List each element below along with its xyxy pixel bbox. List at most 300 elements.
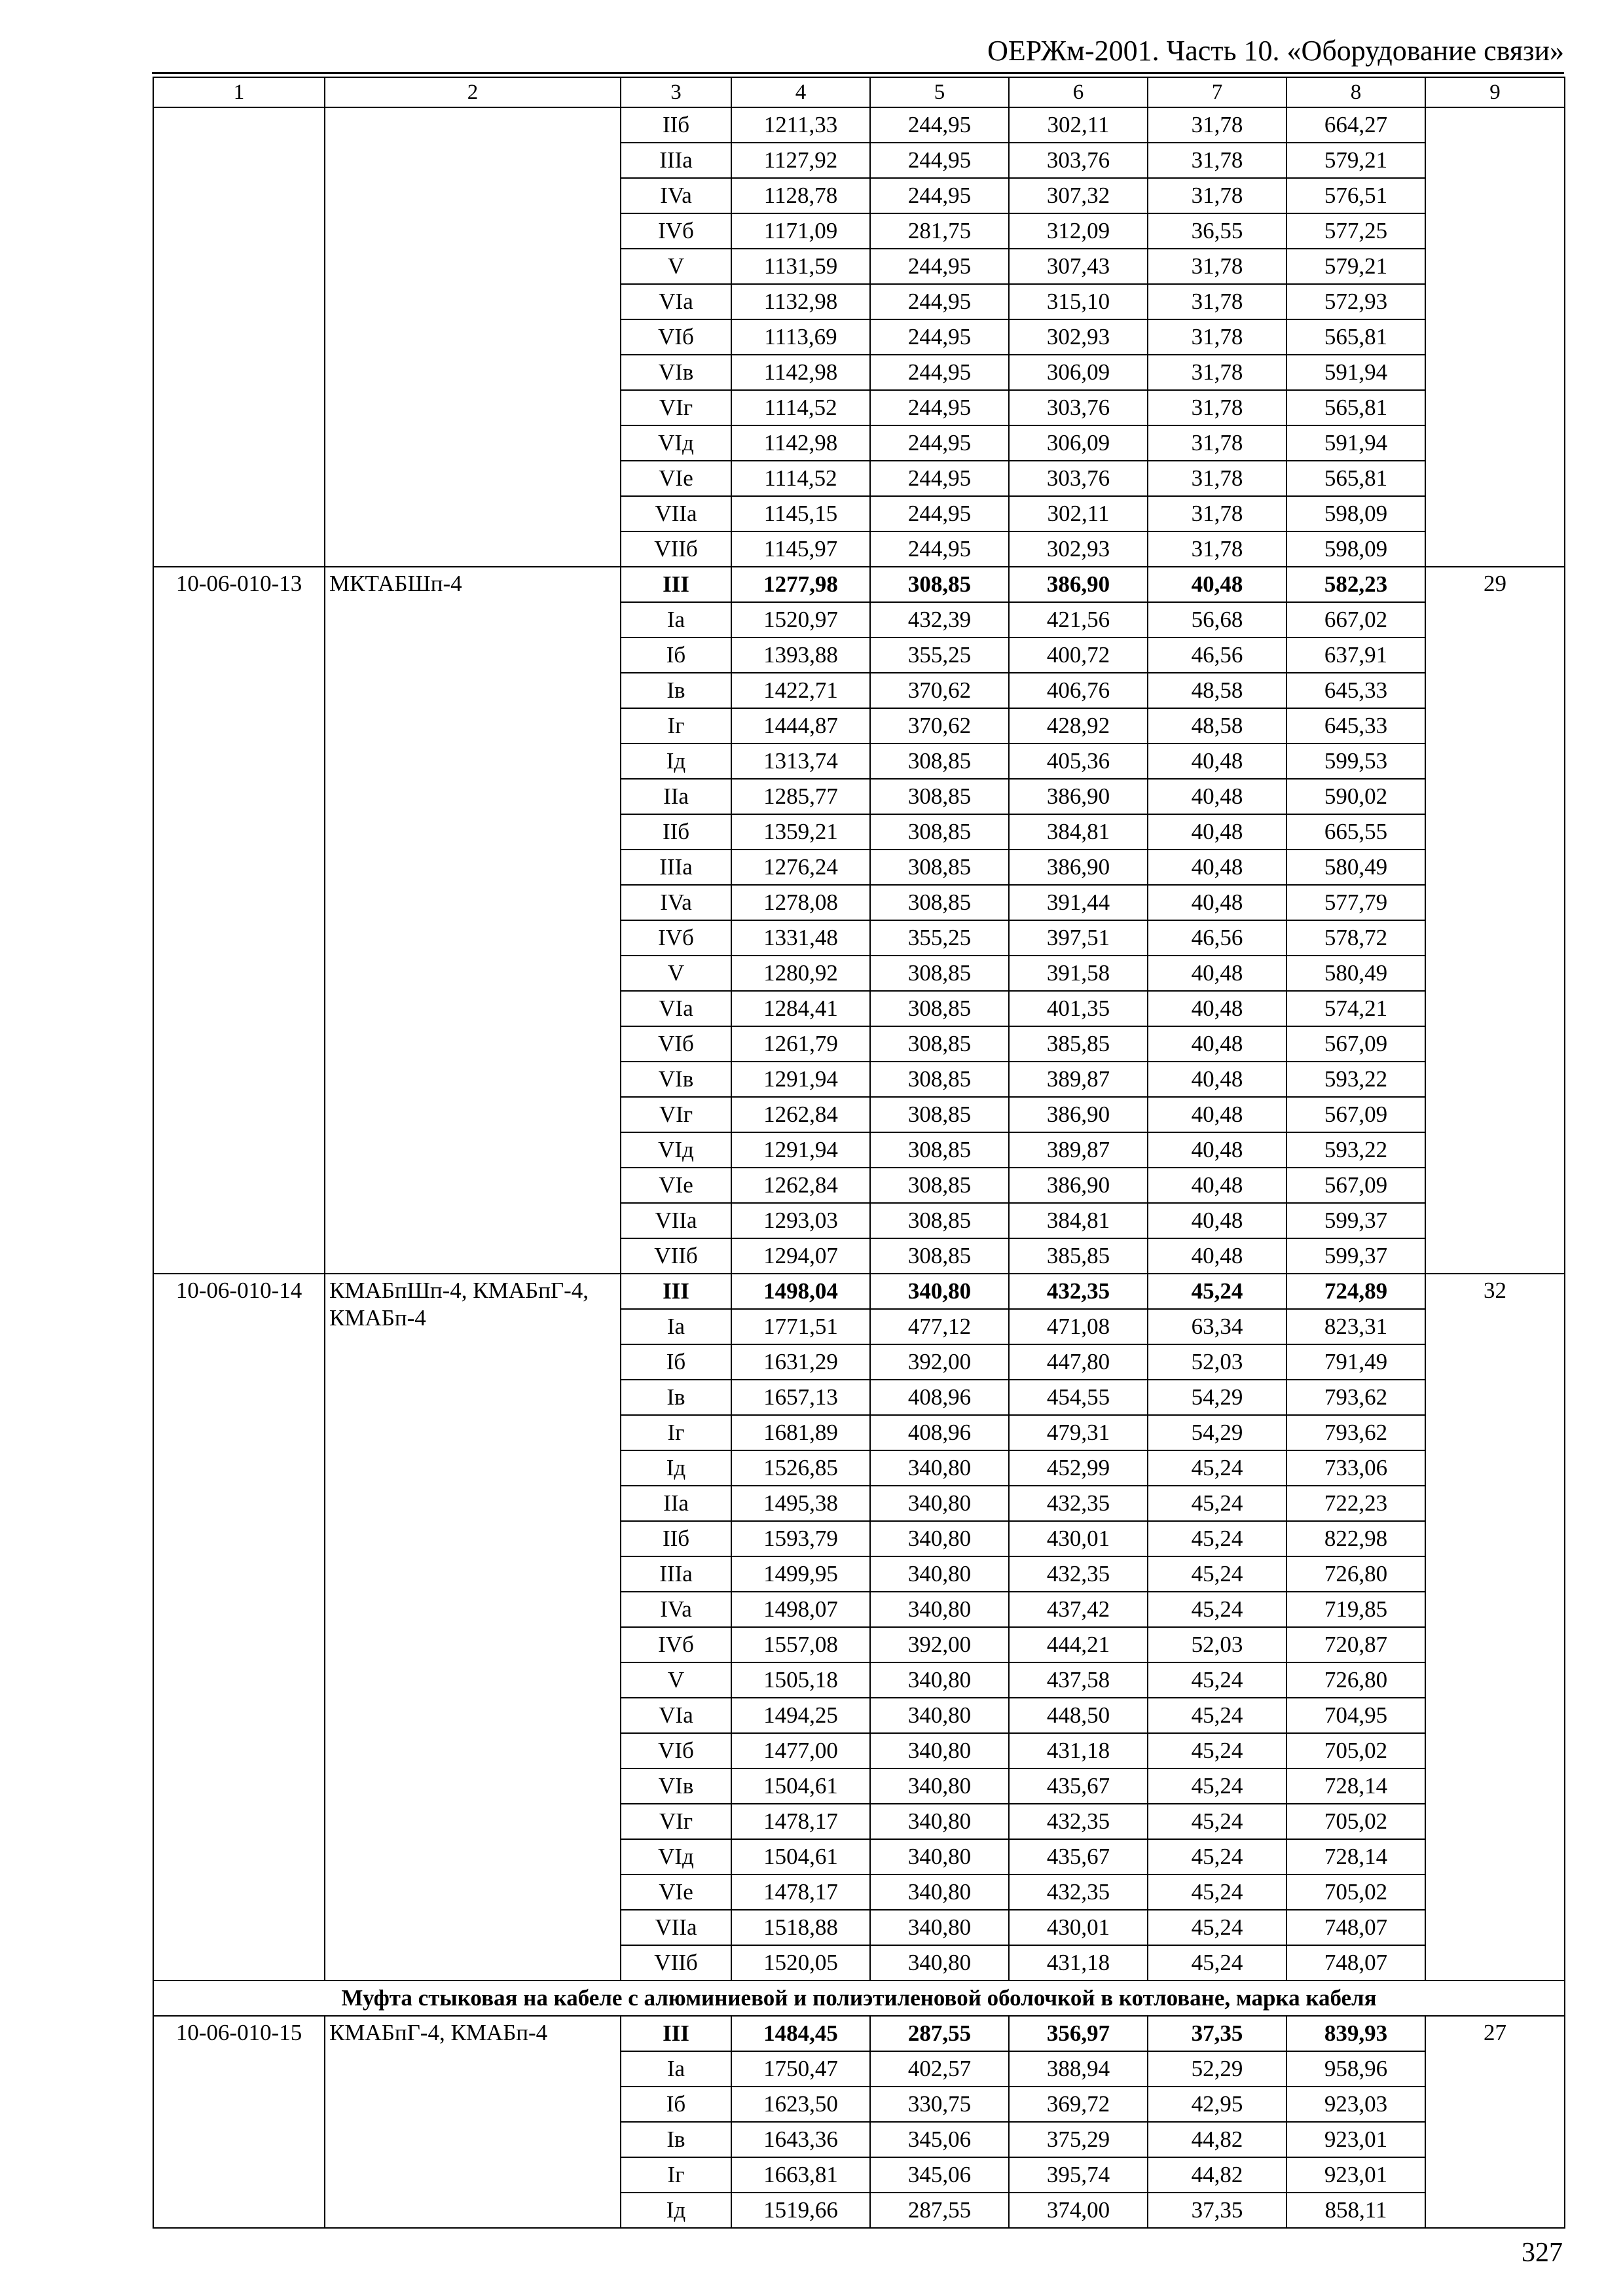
value-cell: 244,95 (870, 107, 1009, 143)
value-cell: 391,58 (1009, 956, 1148, 991)
value-cell: 1113,69 (731, 319, 870, 355)
value-cell: 1477,00 (731, 1733, 870, 1768)
value-cell: 303,76 (1009, 143, 1148, 178)
value-cell: 565,81 (1286, 461, 1425, 496)
value-cell: 306,09 (1009, 425, 1148, 461)
value-cell: 397,51 (1009, 920, 1148, 956)
value-cell: 408,96 (870, 1415, 1009, 1450)
value-cell: 40,48 (1148, 1238, 1286, 1274)
value-cell: 1643,36 (731, 2122, 870, 2157)
value-cell: 421,56 (1009, 602, 1148, 637)
value-cell: 42,95 (1148, 2087, 1286, 2122)
soil-class-cell: VIв (621, 1062, 731, 1097)
value-cell: 793,62 (1286, 1415, 1425, 1450)
soil-class-cell: III (621, 567, 731, 602)
value-cell: 704,95 (1286, 1698, 1425, 1733)
value-cell: 389,87 (1009, 1062, 1148, 1097)
col9-cell: 32 (1425, 1274, 1565, 1981)
column-number: 3 (621, 77, 731, 107)
soil-class-cell: VIIб (621, 1945, 731, 1981)
value-cell: 839,93 (1286, 2016, 1425, 2051)
table-row (153, 1274, 1565, 1309)
soil-class-cell: Iг (621, 708, 731, 744)
value-cell: 356,97 (1009, 2016, 1148, 2051)
value-cell: 1494,25 (731, 1698, 870, 1733)
value-cell: 1663,81 (731, 2157, 870, 2193)
value-cell: 44,82 (1148, 2122, 1286, 2157)
value-cell: 1359,21 (731, 814, 870, 850)
value-cell: 1518,88 (731, 1910, 870, 1945)
value-cell: 1422,71 (731, 673, 870, 708)
soil-class-cell: Iг (621, 1415, 731, 1450)
soil-class-cell: Iв (621, 1380, 731, 1415)
soil-class-cell: VIIб (621, 531, 731, 567)
cable-brand: КМАБпШп-4, КМАБпГ-4, КМАБп-4 (325, 1274, 621, 1981)
value-cell: 1520,97 (731, 602, 870, 637)
value-cell: 345,06 (870, 2122, 1009, 2157)
value-cell: 1504,61 (731, 1768, 870, 1804)
value-cell: 452,99 (1009, 1450, 1148, 1486)
value-cell: 432,35 (1009, 1274, 1148, 1309)
soil-class-cell: VIe (621, 1168, 731, 1203)
value-cell: 720,87 (1286, 1627, 1425, 1662)
soil-class-cell: IIa (621, 1486, 731, 1521)
value-cell: 1285,77 (731, 779, 870, 814)
value-cell: 479,31 (1009, 1415, 1148, 1450)
soil-class-cell: IIб (621, 814, 731, 850)
table-row (153, 107, 1565, 143)
value-cell: 45,24 (1148, 1556, 1286, 1592)
value-cell: 1145,97 (731, 531, 870, 567)
soil-class-cell: Iб (621, 637, 731, 673)
value-cell: 244,95 (870, 178, 1009, 213)
value-cell: 340,80 (870, 1698, 1009, 1733)
value-cell: 40,48 (1148, 744, 1286, 779)
value-cell: 287,55 (870, 2016, 1009, 2051)
value-cell: 1291,94 (731, 1132, 870, 1168)
value-cell: 384,81 (1009, 1203, 1148, 1238)
value-cell: 385,85 (1009, 1238, 1148, 1274)
value-cell: 370,62 (870, 673, 1009, 708)
soil-class-cell: IVб (621, 213, 731, 249)
soil-class-cell: VIe (621, 1874, 731, 1910)
value-cell: 40,48 (1148, 991, 1286, 1026)
value-cell: 1681,89 (731, 1415, 870, 1450)
value-cell: 52,29 (1148, 2051, 1286, 2087)
value-cell: 45,24 (1148, 1521, 1286, 1556)
value-cell: 577,25 (1286, 213, 1425, 249)
value-cell: 728,14 (1286, 1768, 1425, 1804)
value-cell: 430,01 (1009, 1910, 1148, 1945)
value-cell: 1478,17 (731, 1804, 870, 1839)
soil-class-cell: IIIa (621, 143, 731, 178)
value-cell: 1276,24 (731, 850, 870, 885)
value-cell: 791,49 (1286, 1344, 1425, 1380)
soil-class-cell: IIa (621, 779, 731, 814)
value-cell: 45,24 (1148, 1910, 1286, 1945)
soil-class-cell: VIв (621, 1768, 731, 1804)
value-cell: 340,80 (870, 1874, 1009, 1910)
soil-class-cell: III (621, 2016, 731, 2051)
value-cell: 44,82 (1148, 2157, 1286, 2193)
value-cell: 1526,85 (731, 1450, 870, 1486)
value-cell: 303,76 (1009, 390, 1148, 425)
value-cell: 1131,59 (731, 249, 870, 284)
value-cell: 308,85 (870, 850, 1009, 885)
value-cell: 1278,08 (731, 885, 870, 920)
value-cell: 582,23 (1286, 567, 1425, 602)
value-cell: 31,78 (1148, 461, 1286, 496)
value-cell: 40,48 (1148, 850, 1286, 885)
value-cell: 37,35 (1148, 2193, 1286, 2228)
value-cell: 598,09 (1286, 496, 1425, 531)
value-cell: 46,56 (1148, 637, 1286, 673)
soil-class-cell: IIIa (621, 1556, 731, 1592)
soil-class-cell: IIб (621, 1521, 731, 1556)
value-cell: 340,80 (870, 1450, 1009, 1486)
value-cell: 244,95 (870, 143, 1009, 178)
value-cell: 48,58 (1148, 673, 1286, 708)
value-cell: 391,44 (1009, 885, 1148, 920)
value-cell: 471,08 (1009, 1309, 1148, 1344)
value-cell: 1291,94 (731, 1062, 870, 1097)
value-cell: 384,81 (1009, 814, 1148, 850)
value-cell: 432,35 (1009, 1556, 1148, 1592)
soil-class-cell: VIв (621, 355, 731, 390)
value-cell: 1444,87 (731, 708, 870, 744)
row-code: 10-06-010-14 (153, 1274, 325, 1981)
value-cell: 705,02 (1286, 1733, 1425, 1768)
value-cell: 340,80 (870, 1592, 1009, 1627)
col9-cell: 29 (1425, 567, 1565, 1274)
value-cell: 46,56 (1148, 920, 1286, 956)
value-cell: 748,07 (1286, 1910, 1425, 1945)
value-cell: 31,78 (1148, 531, 1286, 567)
value-cell: 40,48 (1148, 814, 1286, 850)
cable-brand: МКТАБШп-4 (325, 567, 621, 1274)
soil-class-cell: VIa (621, 991, 731, 1026)
value-cell: 40,48 (1148, 885, 1286, 920)
soil-class-cell: VIa (621, 284, 731, 319)
value-cell: 722,23 (1286, 1486, 1425, 1521)
value-cell: 392,00 (870, 1344, 1009, 1380)
section-heading: Муфта стыковая на кабеле с алюминиевой и полиэтиленовой оболочкой в котловане, марка кабеля (153, 1981, 1565, 2016)
value-cell: 308,85 (870, 1203, 1009, 1238)
value-cell: 45,24 (1148, 1486, 1286, 1521)
value-cell: 244,95 (870, 496, 1009, 531)
value-cell: 567,09 (1286, 1168, 1425, 1203)
value-cell: 45,24 (1148, 1592, 1286, 1627)
value-cell: 705,02 (1286, 1804, 1425, 1839)
value-cell: 375,29 (1009, 2122, 1148, 2157)
soil-class-cell: V (621, 249, 731, 284)
column-number: 4 (731, 77, 870, 107)
value-cell: 1132,98 (731, 284, 870, 319)
value-cell: 315,10 (1009, 284, 1148, 319)
value-cell: 579,21 (1286, 143, 1425, 178)
value-cell: 36,55 (1148, 213, 1286, 249)
value-cell: 590,02 (1286, 779, 1425, 814)
value-cell: 31,78 (1148, 284, 1286, 319)
value-cell: 1331,48 (731, 920, 870, 956)
value-cell: 593,22 (1286, 1132, 1425, 1168)
row-code: 10-06-010-13 (153, 567, 325, 1274)
soil-class-cell: V (621, 956, 731, 991)
value-cell: 244,95 (870, 390, 1009, 425)
value-cell: 40,48 (1148, 1132, 1286, 1168)
value-cell: 340,80 (870, 1486, 1009, 1521)
value-cell: 40,48 (1148, 1026, 1286, 1062)
column-number: 2 (325, 77, 621, 107)
value-cell: 401,35 (1009, 991, 1148, 1026)
value-cell: 40,48 (1148, 1097, 1286, 1132)
soil-class-cell: VIд (621, 1839, 731, 1874)
soil-class-cell: Iб (621, 2087, 731, 2122)
value-cell: 593,22 (1286, 1062, 1425, 1097)
value-cell: 302,11 (1009, 496, 1148, 531)
value-cell: 591,94 (1286, 425, 1425, 461)
value-cell: 576,51 (1286, 178, 1425, 213)
column-number: 8 (1286, 77, 1425, 107)
value-cell: 45,24 (1148, 1662, 1286, 1698)
value-cell: 1557,08 (731, 1627, 870, 1662)
table-row (153, 567, 1565, 602)
soil-class-cell: VIд (621, 425, 731, 461)
value-cell: 408,96 (870, 1380, 1009, 1415)
value-cell: 599,37 (1286, 1238, 1425, 1274)
value-cell: 665,55 (1286, 814, 1425, 850)
soil-class-cell: VIIa (621, 1910, 731, 1945)
column-number: 5 (870, 77, 1009, 107)
value-cell: 1657,13 (731, 1380, 870, 1415)
value-cell: 307,43 (1009, 249, 1148, 284)
value-cell: 302,11 (1009, 107, 1148, 143)
table-row (153, 2016, 1565, 2051)
soil-class-cell: VIг (621, 1804, 731, 1839)
value-cell: 1142,98 (731, 355, 870, 390)
value-cell: 565,81 (1286, 319, 1425, 355)
value-cell: 40,48 (1148, 1203, 1286, 1238)
value-cell: 330,75 (870, 2087, 1009, 2122)
value-cell: 1631,29 (731, 1344, 870, 1380)
value-cell: 355,25 (870, 920, 1009, 956)
value-cell: 1478,17 (731, 1874, 870, 1910)
value-cell: 340,80 (870, 1910, 1009, 1945)
value-cell: 705,02 (1286, 1874, 1425, 1910)
value-cell: 444,21 (1009, 1627, 1148, 1662)
price-table-container (153, 77, 1564, 2229)
value-cell: 664,27 (1286, 107, 1425, 143)
value-cell: 454,55 (1009, 1380, 1148, 1415)
value-cell: 244,95 (870, 249, 1009, 284)
value-cell: 1280,92 (731, 956, 870, 991)
value-cell: 1277,98 (731, 567, 870, 602)
value-cell: 431,18 (1009, 1733, 1148, 1768)
value-cell: 598,09 (1286, 531, 1425, 567)
value-cell: 345,06 (870, 2157, 1009, 2193)
row-code (153, 107, 325, 567)
value-cell: 45,24 (1148, 1804, 1286, 1839)
value-cell: 1114,52 (731, 461, 870, 496)
value-cell: 308,85 (870, 1168, 1009, 1203)
value-cell: 386,90 (1009, 567, 1148, 602)
value-cell: 308,85 (870, 885, 1009, 920)
value-cell: 308,85 (870, 1097, 1009, 1132)
value-cell: 599,53 (1286, 744, 1425, 779)
value-cell: 308,85 (870, 991, 1009, 1026)
value-cell: 31,78 (1148, 249, 1286, 284)
value-cell: 48,58 (1148, 708, 1286, 744)
cable-brand: КМАБпГ-4, КМАБп-4 (325, 2016, 621, 2228)
value-cell: 477,12 (870, 1309, 1009, 1344)
value-cell: 54,29 (1148, 1415, 1286, 1450)
value-cell: 31,78 (1148, 496, 1286, 531)
value-cell: 244,95 (870, 284, 1009, 319)
value-cell: 958,96 (1286, 2051, 1425, 2087)
value-cell: 306,09 (1009, 355, 1148, 390)
value-cell: 1145,15 (731, 496, 870, 531)
header-rule (152, 72, 1564, 74)
value-cell: 340,80 (870, 1274, 1009, 1309)
value-cell: 340,80 (870, 1768, 1009, 1804)
value-cell: 1261,79 (731, 1026, 870, 1062)
value-cell: 406,76 (1009, 673, 1148, 708)
value-cell: 579,21 (1286, 249, 1425, 284)
soil-class-cell: VIг (621, 390, 731, 425)
value-cell: 591,94 (1286, 355, 1425, 390)
value-cell: 405,36 (1009, 744, 1148, 779)
column-number: 1 (153, 77, 325, 107)
value-cell: 923,03 (1286, 2087, 1425, 2122)
value-cell: 370,62 (870, 708, 1009, 744)
value-cell: 432,35 (1009, 1486, 1148, 1521)
soil-class-cell: VIб (621, 319, 731, 355)
value-cell: 1284,41 (731, 991, 870, 1026)
value-cell: 1262,84 (731, 1097, 870, 1132)
value-cell: 793,62 (1286, 1380, 1425, 1415)
value-cell: 45,24 (1148, 1768, 1286, 1804)
soil-class-cell: Iд (621, 2193, 731, 2228)
value-cell: 428,92 (1009, 708, 1148, 744)
value-cell: 430,01 (1009, 1521, 1148, 1556)
value-cell: 340,80 (870, 1556, 1009, 1592)
value-cell: 1114,52 (731, 390, 870, 425)
value-cell: 435,67 (1009, 1768, 1148, 1804)
value-cell: 45,24 (1148, 1450, 1286, 1486)
value-cell: 392,00 (870, 1627, 1009, 1662)
value-cell: 302,93 (1009, 531, 1148, 567)
value-cell: 308,85 (870, 779, 1009, 814)
value-cell: 1593,79 (731, 1521, 870, 1556)
value-cell: 45,24 (1148, 1874, 1286, 1910)
value-cell: 728,14 (1286, 1839, 1425, 1874)
value-cell: 302,93 (1009, 319, 1148, 355)
soil-class-cell: IVб (621, 920, 731, 956)
value-cell: 340,80 (870, 1733, 1009, 1768)
column-number: 6 (1009, 77, 1148, 107)
value-cell: 52,03 (1148, 1344, 1286, 1380)
value-cell: 822,98 (1286, 1521, 1425, 1556)
value-cell: 386,90 (1009, 1097, 1148, 1132)
value-cell: 1499,95 (731, 1556, 870, 1592)
value-cell: 31,78 (1148, 355, 1286, 390)
section-heading-row (153, 1981, 1565, 2016)
value-cell: 45,24 (1148, 1698, 1286, 1733)
value-cell: 40,48 (1148, 567, 1286, 602)
value-cell: 645,33 (1286, 673, 1425, 708)
value-cell: 578,72 (1286, 920, 1425, 956)
value-cell: 45,24 (1148, 1733, 1286, 1768)
value-cell: 287,55 (870, 2193, 1009, 2228)
value-cell: 1142,98 (731, 425, 870, 461)
value-cell: 40,48 (1148, 1062, 1286, 1097)
value-cell: 40,48 (1148, 1168, 1286, 1203)
value-cell: 1128,78 (731, 178, 870, 213)
soil-class-cell: Iд (621, 744, 731, 779)
value-cell: 40,48 (1148, 956, 1286, 991)
value-cell: 307,32 (1009, 178, 1148, 213)
col9-cell: 27 (1425, 2016, 1565, 2228)
value-cell: 447,80 (1009, 1344, 1148, 1380)
value-cell: 244,95 (870, 531, 1009, 567)
value-cell: 369,72 (1009, 2087, 1148, 2122)
value-cell: 724,89 (1286, 1274, 1425, 1309)
value-cell: 386,90 (1009, 779, 1148, 814)
value-cell: 40,48 (1148, 779, 1286, 814)
value-cell: 1750,47 (731, 2051, 870, 2087)
value-cell: 31,78 (1148, 425, 1286, 461)
value-cell: 1498,07 (731, 1592, 870, 1627)
value-cell: 567,09 (1286, 1026, 1425, 1062)
price-table-body (153, 77, 1565, 2228)
value-cell: 748,07 (1286, 1945, 1425, 1981)
value-cell: 340,80 (870, 1662, 1009, 1698)
soil-class-cell: Iв (621, 2122, 731, 2157)
col9-cell (1425, 107, 1565, 567)
value-cell: 31,78 (1148, 143, 1286, 178)
soil-class-cell: VIIб (621, 1238, 731, 1274)
value-cell: 45,24 (1148, 1274, 1286, 1309)
value-cell: 923,01 (1286, 2122, 1425, 2157)
value-cell: 340,80 (870, 1945, 1009, 1981)
soil-class-cell: Iд (621, 1450, 731, 1486)
value-cell: 388,94 (1009, 2051, 1148, 2087)
value-cell: 431,18 (1009, 1945, 1148, 1981)
soil-class-cell: IVa (621, 178, 731, 213)
cable-brand (325, 107, 621, 567)
soil-class-cell: VIб (621, 1026, 731, 1062)
value-cell: 733,06 (1286, 1450, 1425, 1486)
value-cell: 1495,38 (731, 1486, 870, 1521)
value-cell: 395,74 (1009, 2157, 1148, 2193)
value-cell: 1771,51 (731, 1309, 870, 1344)
soil-class-cell: Iб (621, 1344, 731, 1380)
value-cell: 432,35 (1009, 1804, 1148, 1839)
soil-class-cell: VIг (621, 1097, 731, 1132)
value-cell: 31,78 (1148, 107, 1286, 143)
value-cell: 1393,88 (731, 637, 870, 673)
value-cell: 432,39 (870, 602, 1009, 637)
value-cell: 432,35 (1009, 1874, 1148, 1910)
value-cell: 308,85 (870, 1026, 1009, 1062)
value-cell: 567,09 (1286, 1097, 1425, 1132)
value-cell: 448,50 (1009, 1698, 1148, 1733)
value-cell: 645,33 (1286, 708, 1425, 744)
value-cell: 244,95 (870, 319, 1009, 355)
value-cell: 565,81 (1286, 390, 1425, 425)
value-cell: 63,34 (1148, 1309, 1286, 1344)
value-cell: 308,85 (870, 567, 1009, 602)
